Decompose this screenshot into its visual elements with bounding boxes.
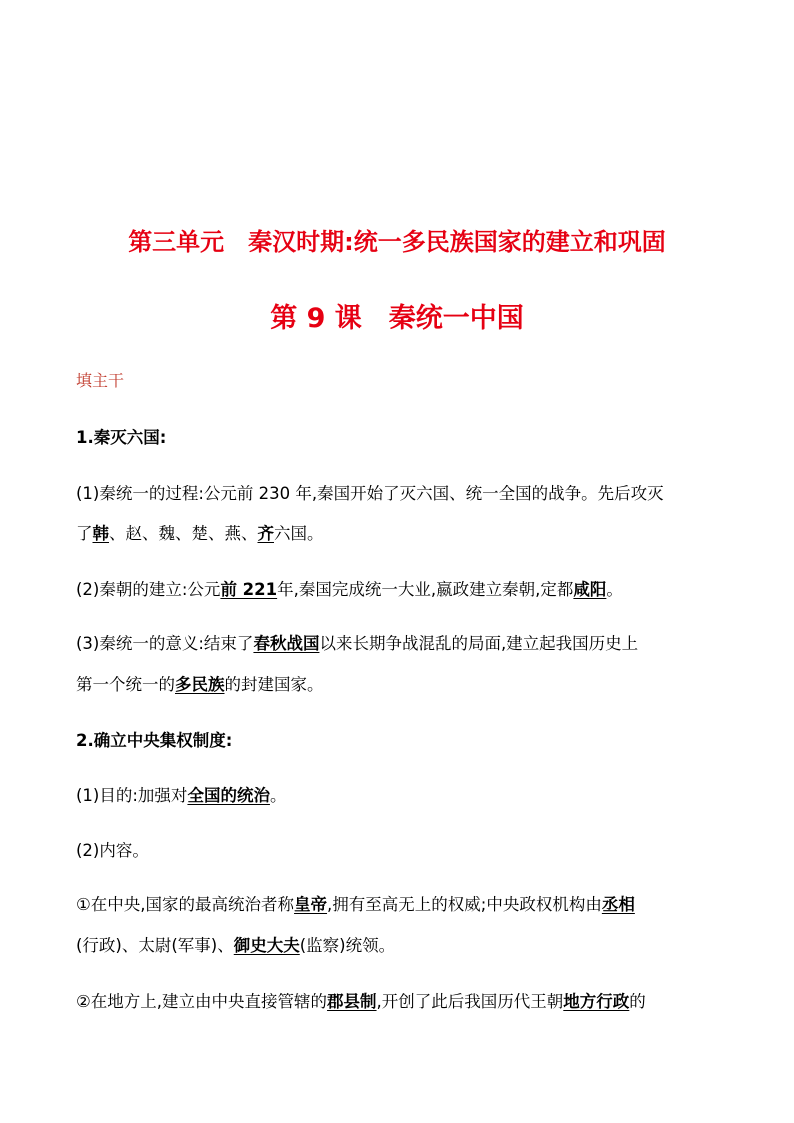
s1-p2-mid: 年,秦国完成统一大业,嬴政建立秦朝,定都 <box>277 580 574 599</box>
s2-p1-line <box>76 782 736 806</box>
s2-p2-line: (2)内容。 <box>76 841 149 860</box>
lesson-title: 第 9 课 秦统一中国 <box>270 303 524 334</box>
s2-p1-post: 。 <box>269 786 287 805</box>
section-label: 填主干 <box>76 371 125 390</box>
s1-p1-l2-mid: 、赵、魏、楚、燕、 <box>109 524 258 543</box>
s1-p1-l2-pre: 了 <box>76 524 93 543</box>
s1-p3-post: 以来长期争战混乱的局面,建立起我国历史上 <box>319 634 639 653</box>
answer-qi: 齐 <box>257 524 274 543</box>
answer-censor: 御史大夫 <box>233 936 300 955</box>
answer-year: 前 221 <box>220 580 278 599</box>
answer-emperor: 皇帝 <box>294 895 328 914</box>
s2-p4-mid: ,开创了此后我国历代王朝 <box>376 992 564 1011</box>
s1-p2-pre: (2)秦朝的建立:公元 <box>76 580 221 599</box>
s2-p1-pre: (1)目的:加强对 <box>76 786 188 805</box>
s2-p3-line1 <box>76 891 736 915</box>
s2-p3-l2-pre: (行政)、太尉(军事)、 <box>76 936 234 955</box>
answer-local-admin: 地方行政 <box>563 992 630 1011</box>
answer-han: 韩 <box>92 524 109 543</box>
section-2-heading: 2.确立中央集权制度: <box>76 731 233 750</box>
s2-p4-post: 的 <box>629 992 646 1011</box>
answer-chancellor: 丞相 <box>601 895 635 914</box>
answer-multiethnic: 多民族 <box>175 675 225 694</box>
answer-county-system: 郡县制 <box>327 992 377 1011</box>
s1-p2-post: 。 <box>606 580 623 599</box>
s2-p4-line <box>76 988 736 1012</box>
s2-p3-pre: ①在中央,国家的最高统治者称 <box>76 895 295 914</box>
s1-p1-text: (1)秦统一的过程:公元前 230 年,秦国开始了灭六国、统一全国的战争。先后攻灭 <box>76 484 664 503</box>
s1-p3-pre: (3)秦统一的意义:结束了 <box>76 634 254 653</box>
answer-rule: 全国的统治 <box>187 786 270 805</box>
answer-period: 春秋战国 <box>253 634 320 653</box>
section-1-heading: 1.秦灭六国: <box>76 428 167 447</box>
s2-p3-mid: ,拥有至高无上的权威;中央政权机构由 <box>327 895 602 914</box>
s1-p3-line1 <box>76 630 736 654</box>
s1-p1-line1 <box>76 480 736 504</box>
s1-p3-line2 <box>76 671 736 695</box>
s2-p4-pre: ②在地方上,建立由中央直接管辖的 <box>76 992 328 1011</box>
s2-p3-l2-post: (监察)统领。 <box>299 936 396 955</box>
answer-capital: 咸阳 <box>573 580 607 599</box>
s2-p3-line2 <box>76 932 736 956</box>
s1-p2-line <box>76 576 736 600</box>
s1-p1-l2-post: 六国。 <box>274 524 324 543</box>
s1-p1-line2 <box>76 520 736 544</box>
s1-p3-l2-post: 的封建国家。 <box>224 675 324 694</box>
unit-title: 第三单元 秦汉时期:统一多民族国家的建立和巩固 <box>128 228 666 256</box>
s1-p3-l2-pre: 第一个统一的 <box>76 675 175 694</box>
